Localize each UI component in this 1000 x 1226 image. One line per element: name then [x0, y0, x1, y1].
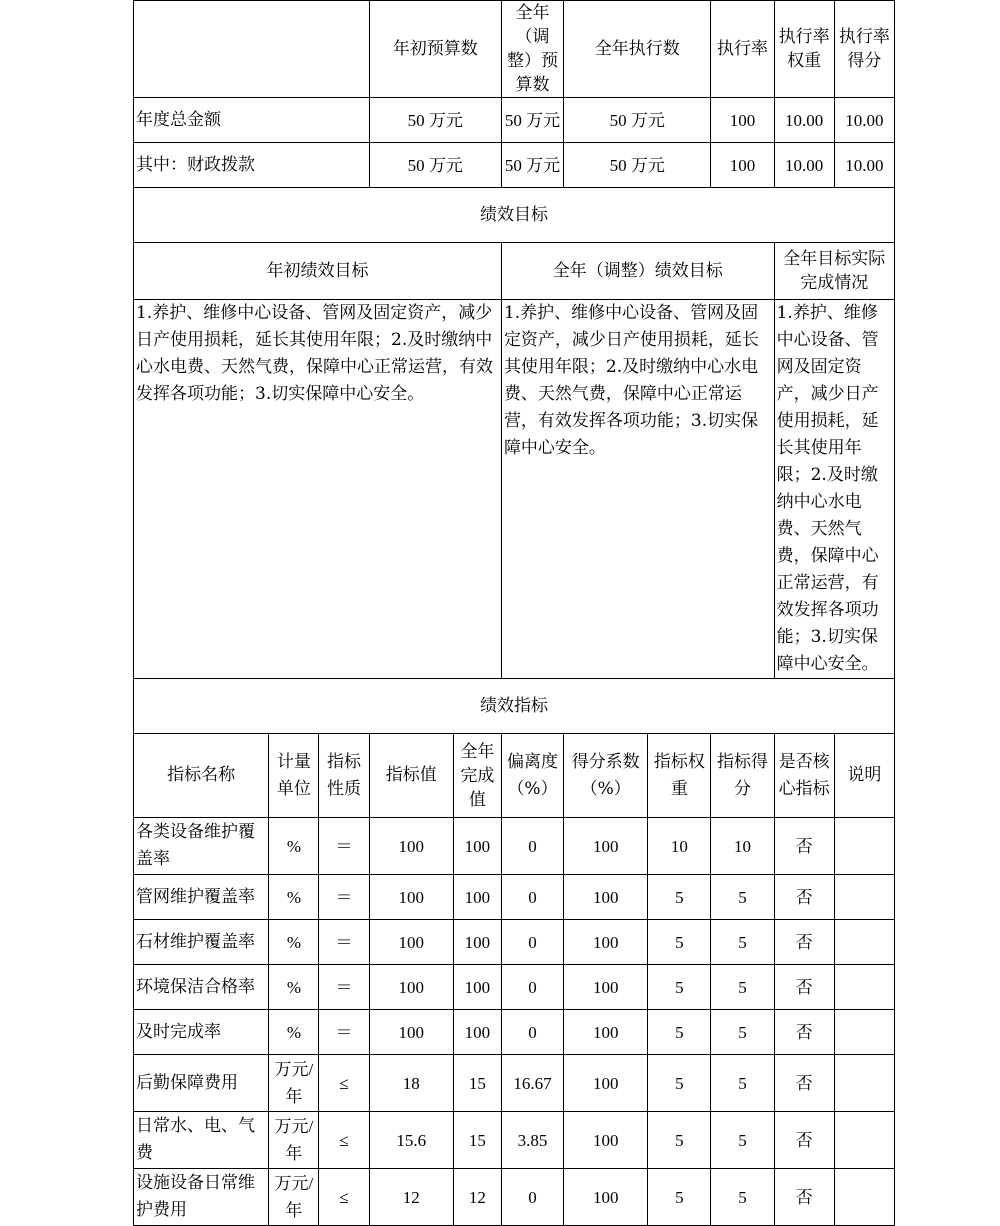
indicator-cell: 否 [774, 875, 834, 920]
indicators-header-row [134, 734, 895, 818]
indicator-cell: 0 [501, 920, 563, 965]
indicator-cell: 5 [711, 1055, 774, 1112]
indicator-cell: 100 [564, 965, 648, 1010]
indicator-cell: 15 [453, 1112, 501, 1169]
indicator-header: 计量单位 [269, 734, 319, 818]
indicator-cell [834, 1112, 894, 1169]
indicator-cell: 5 [711, 1112, 774, 1169]
indicator-cell: 万元/年 [269, 1112, 319, 1169]
indicator-header: 偏离度（%） [501, 734, 563, 818]
indicator-row [134, 1169, 895, 1226]
budget-cell: 50 万元 [564, 98, 711, 143]
indicator-cell: 12 [453, 1169, 501, 1226]
indicator-row [134, 965, 895, 1010]
indicator-header: 是否核心指标 [774, 734, 834, 818]
indicator-cell: 0 [501, 1169, 563, 1226]
indicator-cell: 5 [648, 920, 711, 965]
indicator-header: 指标性质 [319, 734, 369, 818]
budget-cell: 10.00 [834, 98, 894, 143]
indicator-cell: 100 [369, 965, 453, 1010]
indicator-name: 日常水、电、气费 [134, 1112, 269, 1169]
indicator-cell: ＝ [319, 920, 369, 965]
goals-header-adjusted: 全年（调整）绩效目标 [501, 243, 774, 300]
indicator-cell: 100 [564, 920, 648, 965]
budget-row-label: 年度总金额 [134, 98, 370, 143]
indicator-cell: 10 [711, 818, 774, 875]
goals-section-title: 绩效目标 [134, 188, 895, 243]
indicator-cell: 5 [648, 1169, 711, 1226]
budget-header-adjusted: 全年（调整）预算数 [501, 1, 563, 98]
performance-table [133, 0, 895, 1226]
indicator-cell: 100 [369, 1010, 453, 1055]
indicator-row [134, 1010, 895, 1055]
goals-text-initial: 1.养护、维修中心设备、管网及固定资产，减少日产使用损耗，延长其使用年限；2.及时缴纳中心水电费、天然气费，保障中心正常运营，有效发挥各项功能；3.切实保障中心安全。 [134, 300, 502, 679]
indicator-cell [834, 1169, 894, 1226]
indicator-cell: 100 [564, 818, 648, 875]
indicator-cell [834, 1055, 894, 1112]
indicator-row [134, 875, 895, 920]
indicator-cell: 100 [453, 920, 501, 965]
indicator-cell: 100 [564, 1010, 648, 1055]
indicator-header: 指标得分 [711, 734, 774, 818]
indicator-row [134, 818, 895, 875]
budget-header-row [134, 1, 895, 98]
indicator-cell: 0 [501, 818, 563, 875]
indicator-cell: 100 [369, 920, 453, 965]
goals-header-actual: 全年目标实际完成情况 [774, 243, 894, 300]
indicator-cell: % [269, 1010, 319, 1055]
budget-row [134, 98, 895, 143]
indicator-cell: 100 [564, 875, 648, 920]
indicator-cell: ＝ [319, 965, 369, 1010]
indicator-cell: ＝ [319, 1010, 369, 1055]
indicator-header: 指标名称 [134, 734, 269, 818]
indicator-cell: 否 [774, 1055, 834, 1112]
budget-header-initial: 年初预算数 [369, 1, 501, 98]
indicator-cell: 100 [453, 875, 501, 920]
indicator-row [134, 1112, 895, 1169]
indicator-cell: 否 [774, 1169, 834, 1226]
budget-row [134, 143, 895, 188]
indicator-name: 石材维护覆盖率 [134, 920, 269, 965]
indicator-cell: 万元/年 [269, 1055, 319, 1112]
indicator-header: 全年完成值 [453, 734, 501, 818]
indicator-cell: 5 [711, 1169, 774, 1226]
goals-title-row [134, 188, 895, 243]
indicator-cell: % [269, 965, 319, 1010]
indicator-cell: 5 [648, 1010, 711, 1055]
indicator-cell: 100 [369, 818, 453, 875]
indicator-header: 指标值 [369, 734, 453, 818]
indicator-cell: 万元/年 [269, 1169, 319, 1226]
goals-header-initial: 年初绩效目标 [134, 243, 502, 300]
budget-cell: 10.00 [774, 143, 834, 188]
indicator-cell: 3.85 [501, 1112, 563, 1169]
budget-cell: 10.00 [774, 98, 834, 143]
indicator-cell: % [269, 920, 319, 965]
indicator-cell: 100 [453, 1010, 501, 1055]
budget-header-score: 执行率得分 [834, 1, 894, 98]
indicator-cell: 100 [453, 965, 501, 1010]
indicator-cell: 100 [564, 1112, 648, 1169]
indicator-name: 及时完成率 [134, 1010, 269, 1055]
budget-header-rate: 执行率 [711, 1, 774, 98]
indicator-cell: 100 [564, 1055, 648, 1112]
indicator-cell: 0 [501, 875, 563, 920]
indicator-cell: 10 [648, 818, 711, 875]
indicator-name: 后勤保障费用 [134, 1055, 269, 1112]
indicators-section-title: 绩效指标 [134, 679, 895, 734]
indicator-cell: 5 [711, 1010, 774, 1055]
indicator-cell [834, 818, 894, 875]
indicator-cell: 否 [774, 1010, 834, 1055]
budget-cell: 50 万元 [369, 98, 501, 143]
indicator-cell: % [269, 875, 319, 920]
indicator-row [134, 1055, 895, 1112]
indicator-cell [834, 920, 894, 965]
indicator-row [134, 920, 895, 965]
indicator-name: 环境保洁合格率 [134, 965, 269, 1010]
budget-header-weight: 执行率权重 [774, 1, 834, 98]
goals-text-adjusted: 1.养护、维修中心设备、管网及固定资产，减少日产使用损耗，延长其使用年限；2.及时缴纳中心水电费、天然气费，保障中心正常运营，有效发挥各项功能；3.切实保障中心安全。 [501, 300, 774, 679]
indicator-name: 设施设备日常维护费用 [134, 1169, 269, 1226]
indicator-cell: 否 [774, 965, 834, 1010]
budget-cell: 50 万元 [501, 143, 563, 188]
indicator-cell: 5 [648, 1112, 711, 1169]
indicator-cell: 5 [711, 875, 774, 920]
indicator-cell: 5 [648, 875, 711, 920]
indicator-cell [834, 875, 894, 920]
indicator-cell: ＝ [319, 818, 369, 875]
indicator-cell: 5 [711, 965, 774, 1010]
budget-cell: 100 [711, 143, 774, 188]
indicator-cell: 16.67 [501, 1055, 563, 1112]
budget-header-blank [134, 1, 370, 98]
indicator-cell: ≤ [319, 1112, 369, 1169]
indicator-cell [834, 965, 894, 1010]
indicator-cell: ＝ [319, 875, 369, 920]
indicator-cell: 否 [774, 920, 834, 965]
budget-cell: 50 万元 [369, 143, 501, 188]
indicator-cell: ≤ [319, 1169, 369, 1226]
budget-cell: 50 万元 [564, 143, 711, 188]
indicator-name: 各类设备维护覆盖率 [134, 818, 269, 875]
indicator-cell: 5 [648, 965, 711, 1010]
indicator-cell: 0 [501, 965, 563, 1010]
indicator-cell: 0 [501, 1010, 563, 1055]
indicator-cell: % [269, 818, 319, 875]
indicator-cell: 5 [648, 1055, 711, 1112]
budget-cell: 10.00 [834, 143, 894, 188]
budget-cell: 100 [711, 98, 774, 143]
indicator-cell: 12 [369, 1169, 453, 1226]
budget-cell: 50 万元 [501, 98, 563, 143]
indicator-cell: 100 [369, 875, 453, 920]
indicator-cell: 否 [774, 1112, 834, 1169]
goals-text-actual: 1.养护、维修中心设备、管网及固定资产，减少日产使用损耗，延长其使用年限；2.及时缴纳中心水电费、天然气费，保障中心正常运营，有效发挥各项功能；3.切实保障中心安全。 [774, 300, 894, 679]
indicator-cell: 100 [453, 818, 501, 875]
indicator-cell: 15.6 [369, 1112, 453, 1169]
indicator-header: 指标权重 [648, 734, 711, 818]
goals-text-row [134, 300, 895, 679]
indicator-header: 得分系数（%） [564, 734, 648, 818]
budget-row-label: 其中：财政拨款 [134, 143, 370, 188]
indicator-cell: 18 [369, 1055, 453, 1112]
indicator-cell [834, 1010, 894, 1055]
indicator-cell: ≤ [319, 1055, 369, 1112]
goals-header-row [134, 243, 895, 300]
indicator-name: 管网维护覆盖率 [134, 875, 269, 920]
indicator-header: 说明 [834, 734, 894, 818]
indicator-cell: 15 [453, 1055, 501, 1112]
indicator-cell: 100 [564, 1169, 648, 1226]
indicator-cell: 5 [711, 920, 774, 965]
indicator-cell: 否 [774, 818, 834, 875]
indicators-title-row [134, 679, 895, 734]
budget-header-executed: 全年执行数 [564, 1, 711, 98]
